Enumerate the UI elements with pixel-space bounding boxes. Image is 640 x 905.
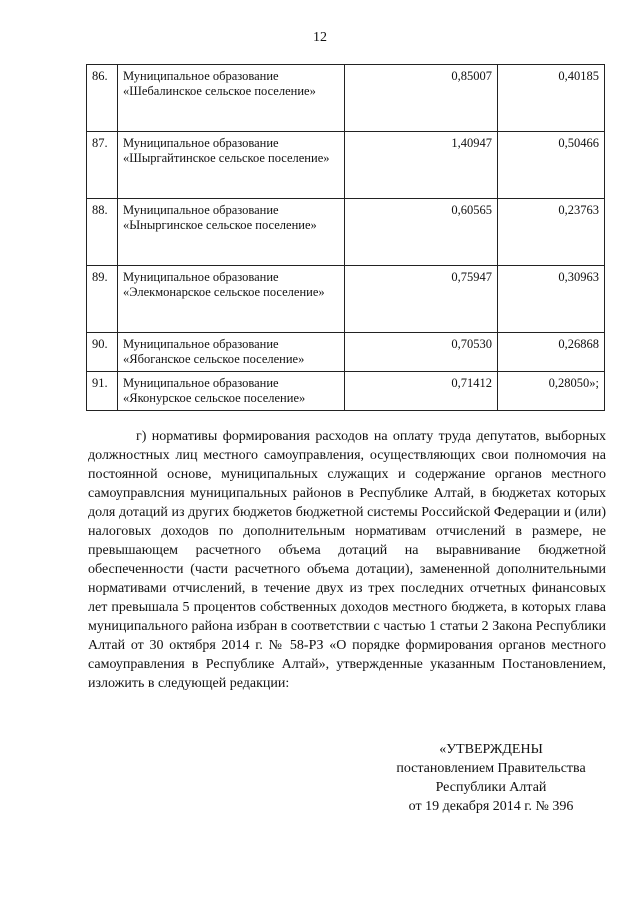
row-name-line2: «Ябоганское сельское поселение»	[123, 352, 305, 366]
row-name-line1: Муниципальное образование	[123, 136, 279, 150]
row-value1: 0,70530	[345, 333, 498, 372]
amendment-paragraph: г) нормативы формирования расходов на оплату труда депутатов, выборных должностных лиц местного самоуправления, осуществляющих свои полномочия на постоянной основе, муниципальных служащих и содержание органов местного самоуправлсния муниципальных районов в Республике Алтай, в бюджетах которых доля дотаций из других бюджетов бюджетной системы Российской Федерации и (или) налоговых доходов по дополнительным нормативам отчислений в размере, не превышающем расчетного объема дотаций на выравнивание бюджетной обеспеченности (части расчетного объема дотации), замененной дополнительными нормативами отчислений, в течение двух из трех последних отчетных финансовых лет превышала 5 процентов собственных доходов местного бюджета, в которых глава муниципального района избран в соответствии с частью 1 статьи 2 Закона Республики Алтай от 30 октября 2014 г. № 58-РЗ «О порядке формирования органов местного самоуправления в Республике Алтай», утвержденные указанным Постановлением, изложить в следующей редакции:	[88, 429, 606, 691]
row-value2: 0,23763	[498, 199, 605, 266]
row-value1: 0,60565	[345, 199, 498, 266]
table-row	[87, 132, 605, 199]
row-name-line2: «Элекмонарское сельское поселение»	[123, 285, 325, 299]
page-number: 12	[313, 30, 327, 45]
row-value2: 0,26868	[498, 333, 605, 372]
row-number: 88.	[87, 199, 118, 266]
row-name	[118, 65, 345, 132]
table-row	[87, 266, 605, 333]
table-row	[87, 199, 605, 266]
row-name-line1: Муниципальное образование	[123, 203, 279, 217]
row-value2: 0,40185	[498, 65, 605, 132]
row-name	[118, 266, 345, 333]
row-value2: 0,50466	[498, 132, 605, 199]
row-value1: 0,75947	[345, 266, 498, 333]
row-name	[118, 333, 345, 372]
approval-line: постановлением Правительства	[396, 761, 586, 776]
approval-line: Республики Алтай	[435, 780, 547, 795]
approval-date: от 19 декабря 2014 г. № 396	[408, 799, 574, 814]
row-name-line1: Муниципальное образование	[123, 270, 279, 284]
row-number: 86.	[87, 65, 118, 132]
row-value2: 0,30963	[498, 266, 605, 333]
row-number: 89.	[87, 266, 118, 333]
row-value1: 0,85007	[345, 65, 498, 132]
row-name	[118, 199, 345, 266]
table-row	[87, 372, 605, 411]
row-value1: 0,71412	[345, 372, 498, 411]
row-number: 87.	[87, 132, 118, 199]
table-row	[87, 333, 605, 372]
row-value1: 1,40947	[345, 132, 498, 199]
row-name-line2: «Ыныргинское сельское поселение»	[123, 218, 317, 232]
row-value2: 0,28050»;	[498, 372, 605, 411]
row-name-line1: Муниципальное образование	[123, 337, 279, 351]
row-number: 90.	[87, 333, 118, 372]
row-name	[118, 372, 345, 411]
row-name-line2: «Яконурское сельское поселение»	[123, 391, 306, 405]
municipal-table	[86, 64, 605, 411]
row-name	[118, 132, 345, 199]
row-name-line1: Муниципальное образование	[123, 69, 279, 83]
row-name-line2: «Шебалинское сельское поселение»	[123, 84, 316, 98]
approval-block	[366, 740, 616, 816]
row-number: 91.	[87, 372, 118, 411]
row-name-line1: Муниципальное образование	[123, 376, 279, 390]
table-row	[87, 65, 605, 132]
row-name-line2: «Шыргайтинское сельское поселение»	[123, 151, 330, 165]
approval-heading: «УТВЕРЖДЕНЫ	[439, 742, 543, 757]
